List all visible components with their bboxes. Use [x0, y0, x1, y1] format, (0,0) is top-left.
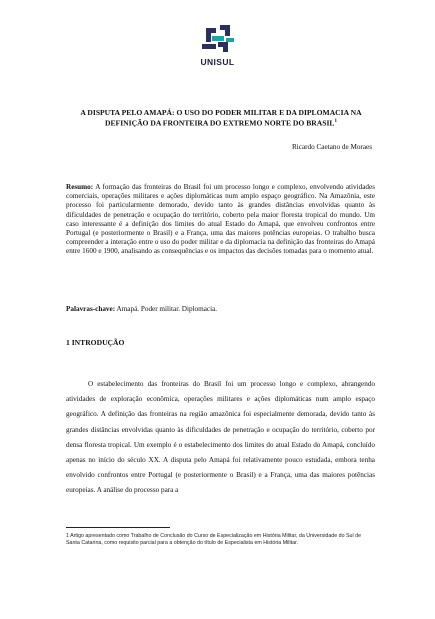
keywords: [66, 305, 375, 314]
abstract-label: Resumo:: [66, 183, 94, 191]
university-logo: [0, 22, 435, 67]
keywords-text: Amapá. Poder militar. Diplomacia.: [115, 305, 218, 313]
logo-wordmark: UNISUL: [200, 57, 235, 67]
section-heading: 1 INTRODUÇÃO: [66, 338, 125, 347]
unisul-logo-icon: [196, 22, 240, 56]
keywords-label: Palavras-chave:: [66, 305, 116, 313]
footnote-divider: [66, 527, 170, 528]
title-footnote-marker: 1: [334, 119, 337, 125]
abstract-text: A formação das fronteiras do Brasil foi um processo longo e complexo, envolvendo atividades comerciais, operações militares e ações diplomáticas num amplo espaço geográfico. Na Amazônia, este processo foi particularmente demorado, devido tanto às grandes distâncias envolvidas quanto às dificuldades de penetração e ocupação do território, coberto pela maior floresta tropical do mundo. Um caso interessante é a definição dos limites do atual Estado do Amapá, que envolveu confrontos entre Portugal (e posteriormente o Brasil) e a França, uma das maiores potências europeias. O trabalho busca compreender a interação entre o uso do poder militar e da diplomacia na definição das fronteiras do Amapá entre 1600 e 1900, analisando as consequências e os impactos das decisões tomadas para o momento atual.: [66, 183, 375, 256]
body-paragraph: [66, 377, 375, 499]
footnote: 1 Artigo apresentado como Trabalho de Conclusão do Curso de Especialização em História Militar, da Universidade do Sul de Santa Catarina, como requisito parcial para a obtenção do título de Especialista em História Militar.: [66, 533, 362, 547]
abstract: [66, 183, 375, 257]
author-name: Ricardo Caetano de Moraes: [291, 143, 372, 151]
paper-title-text: A DISPUTA PELO AMAPÁ: O USO DO PODER MILITAR E DA DIPLOMACIA NA DEFINIÇÃO DA FRONTEIRA DO EXTREMO NORTE DO BRASIL: [80, 108, 362, 128]
body-paragraph-text: O estabelecimento das fronteiras do Brasil foi um processo longo e complexo, abrangendo atividades de exploração econômica, operações militares e ações diplomáticas num amplo espaço geográfico. A definição das fronteiras na região amazônica foi especialmente demorada, devido tanto às grandes distâncias envolvidas quanto às dificuldades de penetração e ocupação do território, coberto por densa floresta tropical. Um exemplo é o estabelecimento dos limites do atual Estado do Amapá, concluído apenas no início do século XX. A disputa pelo Amapá foi relativamente pouco estudada, embora tenha envolvido confrontos entre Portugal (e posteriormente o Brasil) e a França, uma das maiores potências europeias. A análise do processo para a: [66, 380, 375, 495]
paper-title: [66, 108, 376, 128]
